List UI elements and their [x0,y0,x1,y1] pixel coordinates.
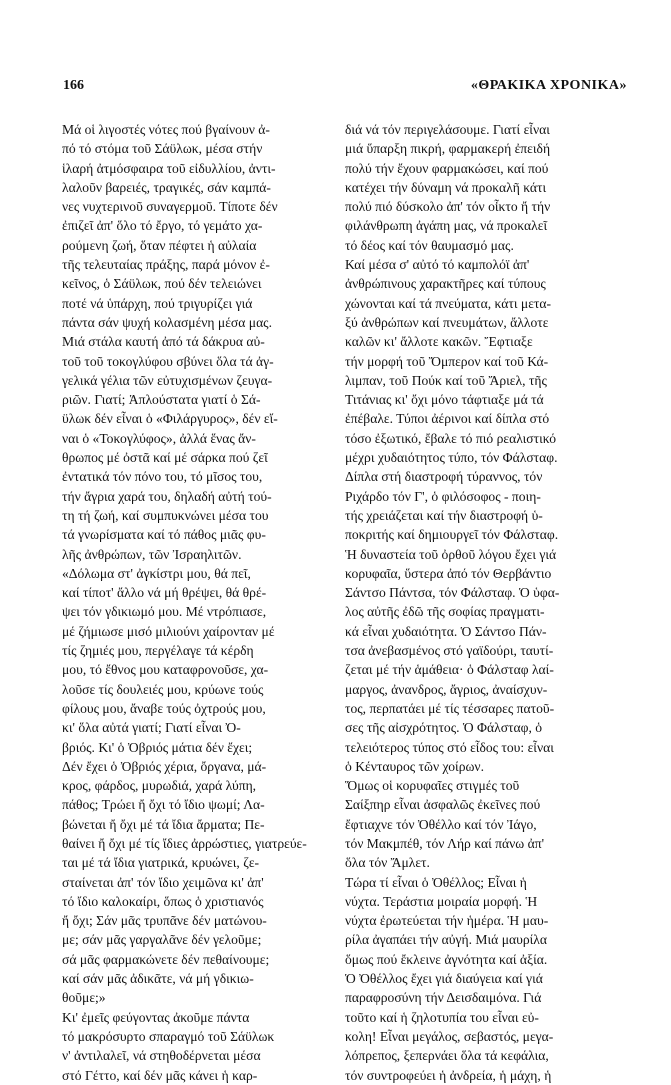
text-line: ὅλα τόν Ἄμλετ. [345,855,430,871]
text-line: τής χρειάζεται καί τήν διαστροφή ὑ- [345,507,543,523]
text-line: ν' ἀντιλαλεῖ, νά στηθοδέρνεται μέσα [62,1048,261,1064]
text-line: φιλάνθρωπη ἀγάπη μας, νά προκαλεῖ [345,218,548,234]
text-line: καλῶν κι' ἄλλοτε κακῶν. Ἔφτιαξε [345,334,533,350]
text-line: μαργος, ἀνανδρος, ἄγριος, ἀναίσχυν- [345,681,548,697]
text-line: Σαίξπηρ εἶναι ἀσφαλῶς ἐκεῖνες πού [345,797,541,813]
text-line: θρωπος μέ ὀστᾶ καί μέ σάρκα πού ζεῖ [62,450,268,466]
text-line: ὅμως πού ἔκλεινε ἀγνότητα καί ἀξία. [345,951,548,967]
text-line: γελικά γέλια τῶν εὐτυχισμένων ζευγα- [62,372,273,388]
text-line: ριῶν. Γιατί; Ἁπλούστατα γιατί ὁ Σά- [62,392,261,408]
text-line: σά μᾶς φαρμακώνετε δέν πεθαίνουμε; [62,951,270,967]
text-line: ἱλαρή ἀτμόσφαιρα τοῦ εἰδυλλίου, ἀντι- [62,160,276,176]
text-line: πάθος; Τρώει ἤ ὄχι τό ἴδιο ψωμί; Λα- [62,797,265,813]
text-line: Καί μέσα σ' αὐτό τό καμπολόϊ ἀπ' [345,257,530,273]
text-line: τόν συντροφεύει ἡ ἀνδρεία, ἡ μάχη, ἡ [345,1067,552,1083]
text-line: λῆς ἀνθρώπων, τῶν Ἰσραηλιτῶν. [62,546,242,562]
text-line: λαλοῦν βαρειές, τραγικές, σάν καμπά- [62,179,271,195]
text-line: ναι ὁ «Τοκογλύφος», ἀλλά ἕνας ἄν- [62,430,256,446]
text-line: τος, περπατάει μέ τίς τέσσαρες πατοῦ- [345,700,555,716]
right-text-column [345,120,619,1085]
text-line: τό μακρόσυρτο σπαραγμό τοῦ Σάϋλωκ [62,1028,275,1044]
text-line: τελειότερος τύπος στό εἶδος του: εἶναι [345,739,554,755]
text-line: τά γνωρίσματα καί τό πάθος μιᾶς φυ- [62,527,266,543]
text-line: καί τίποτ' ἄλλο νά μή θρέψει, θά θρέ- [62,585,267,601]
text-line: Ριχάρδο τόν Γ', ὁ φιλόσοφος - ποιη- [345,488,541,504]
text-line: ξύ ἀνθρώπων καί πνευμάτων, ἄλλοτε [345,314,549,330]
text-line: τοῦτο καί ἡ ζηλοτυπία του εἶναι εὐ- [345,1009,539,1025]
text-line: μέ ζήμιωσε μισό μιλιούνι χαίρονταν μέ [62,623,275,639]
text-line: τήν μορφή τοῦ Ὄμπερον καί τοῦ Κά- [345,353,549,369]
left-text-column [62,120,332,1085]
text-line: με; σάν μᾶς γαργαλᾶνε δέν γελοῦμε; [62,932,262,948]
text-line: λόπρεπος, ξεπερνάει ὅλα τά κεφάλια, [345,1048,549,1064]
text-line: λοῦσε τίς δουλειές μου, κρύωνε τούς [62,681,264,697]
text-line: ρίλα ἀγαπάει τήν αὐγή. Μιά μαυρίλα [345,932,547,948]
text-line: ποκριτής καί δημιουργεῖ τόν Φάλσταφ. [345,527,559,543]
text-line: μου, τό ἔθνος μου καταφρονοῦσε, χα- [62,662,269,678]
text-line: Κι' ἐμεῖς φεύγοντας ἀκοῦμε πάντα [62,1009,250,1025]
text-line: Ὁ Ὀθέλλος ἔχει γιά διαύγεια καί γιά [345,971,543,987]
text-line: τόν Μακμπέθ, τόν Λήρ καί πάνω ἀπ' [345,835,545,851]
text-line: τήν ἄγρια χαρά του, δηλαδή αὐτή τού- [62,488,272,504]
text-line: ἐντατικά τόν πόνο του, τό μῖσος του, [62,469,263,485]
text-line: Ἡ δυναστεία τοῦ ὀρθοῦ λόγου ἔχει γιά [345,546,557,562]
text-line: βριός. Κι' ὁ Ὀβριός μάτια δέν ἔχει; [62,739,253,755]
page-header [63,78,627,98]
text-line: τσα ἀνεβασμένος στό γαϊδούρι, ταυτί- [345,643,554,659]
text-line: νύχτα ἐρωτεύεται τήν ἡμέρα. Ἡ μαυ- [345,913,549,929]
text-line: Δέν ἔχει ὁ Ὀβριός χέρια, ὄργανα, μά- [62,758,267,774]
text-line: τῆς τελευταίας πράξης, παρά μόνον ἐ- [62,257,270,273]
text-line: κολη! Εἶναι μεγάλος, σεβαστός, μεγα- [345,1028,554,1044]
text-line: ποτέ νά ὑπάρχη, πού τριγυρίζει γιά [62,295,253,311]
text-line: κά εἶναι χυδαιότητα. Ὁ Σάντσο Πάν- [345,623,547,639]
text-line: ρούμενη ζωή, ὅταν πέφτει ἡ αὐλαία [62,237,257,253]
text-line: ἔφτιαχνε τόν Ὀθέλλο καί τόν Ἰάγο, [345,816,537,832]
text-line: Σάντσο Πάντσα, τόν Φάλσταφ. Ὁ ὑφα- [345,585,560,601]
text-line: «Δόλωμα στ' ἀγκίστρι μου, θά πεῖ, [62,565,251,581]
text-line: Μά οἱ λιγοστές νότες πού βγαίνουν ἀ- [62,122,270,137]
text-line: κρος, φάρδος, μυρωδιά, χαρά λύπη, [62,778,257,794]
text-line: ἤ ὄχι; Σάν μᾶς τρυπᾶνε δέν ματώνου- [62,913,267,929]
text-line: νύχτα. Τεράστια μοιραία μορφή. Ἡ [345,893,538,909]
text-line: νες νυχτερινοῦ συναγερμοῦ. Τίποτε δέν [62,199,278,215]
text-line: κορυφαῖα, ὕστερα ἀπό τόν Θερβάντιο [345,565,552,581]
text-line: πό τό στόμα τοῦ Σάϋλωκ, μέσα στήν [62,141,263,157]
text-line: πολύ τήν ἔχουν φαρμακώσει, καί πού [345,160,549,176]
running-title: «ΘΡΑΚΙΚΑ ΧΡΟΝΙΚΑ» [470,78,627,93]
text-line: θαίνει ἤ ὄχι μέ τίς ἴδιες ἀρρώστιες, γιατρεύε- [62,835,307,851]
text-line: τόσο ἐξωτικό, ἔβαλε τό πιό ρεαλιστικό [345,430,557,446]
page-number: 166 [63,78,84,93]
text-line: ϋλωκ δέν εἶναι ὁ «Φιλάργυρος», δέν εἴ- [62,411,278,427]
text-line: ἐπιζεῖ ἀπ' ὅλο τό ἔργο, τό γεμάτο χα- [62,218,263,234]
text-line: στό Γέττο, καί δέν μᾶς κάνει ἡ καρ- [62,1067,258,1083]
text-line: Τώρα τί εἶναι ὁ Ὀθέλλος; Εἶναι ἡ [345,874,527,890]
text-line: πάντα σάν ψυχή κολασμένη μέσα μας. [62,314,272,330]
text-line: κατέχει τήν δύναμη νά προκαλῆ κάτι [345,179,547,195]
text-line: Ὅμως οἱ κορυφαῖες στιγμές τοῦ [345,778,520,794]
text-line: μιά ὕπαρξη πικρή, φαρμακερή ἐπειδή [345,141,551,157]
text-line: τη τή ζωή, καί συμπυκνώνει μέσα του [62,507,269,523]
text-line: ἐπέβαλε. Τύποι ἀέρινοι καί δίπλα στό [345,411,550,427]
text-line: λιμπαν, τοῦ Πούκ καί τοῦ Ἄριελ, τῆς [345,372,547,388]
text-line: μέχρι χυδαιότητος τύπο, τόν Φάλσταφ. [345,450,558,466]
text-line: ται μέ τά ἴδια γιατρικά, κρυώνει, ζε- [62,855,260,871]
text-line: ὁ Κένταυρος τῶν χοίρων. [345,758,484,774]
text-line: τό ἴδιο καλοκαίρι, ὅπως ὁ χριστιανός [62,893,264,909]
text-line: θοῦμε;» [62,990,106,1006]
text-line: πολύ πιό δύσκολο ἀπ' τόν οἶκτο ἤ τήν [345,199,551,215]
text-line: λος αὐτῆς ἐδῶ τῆς σοφίας πραγματι- [345,604,545,620]
text-line: τίς ζημιές μου, περγέλαγε τά κέρδη [62,643,254,659]
text-line: διά νά τόν περιγελάσουμε. Γιατί εἶναι [345,122,550,137]
text-line: Μιά στάλα καυτή ἀπό τά δάκρυα αὐ- [62,334,265,350]
text-line: ψει τόν γδικιωμό μου. Μέ ντρόπιασε, [62,604,267,620]
text-line: ζεται μέ τήν ἁμάθεια· ὁ Φάλσταφ λαί- [345,662,554,678]
text-line: βώνεται ἤ ὄχι μέ τά ἴδια ἄρματα; Πε- [62,816,265,832]
text-line: κεῖνος, ὁ Σάϋλωκ, πού δέν τελειώνει [62,276,262,292]
text-line: φίλους μου, ἄναβε τούς ὀχτρούς μου, [62,700,266,716]
text-line: παραφροσύνη τήν Δεισδαιμόνα. Γιά [345,990,542,1006]
text-line: τό δέος καί τόν θαυμασμό μας. [345,237,514,253]
text-line: Δίπλα στή διαστροφή τύραννος, τόν [345,469,543,485]
text-line: τοῦ τοῦ τοκογλύφου σβύνει ὅλα τά ἀγ- [62,353,274,369]
text-line: χώνονται καί τά πνεύματα, κάτι μετα- [345,295,552,311]
text-line: κι' ὅλα αὐτά γιατί; Γιατί εἶναι Ὀ- [62,720,241,736]
text-line: Τιτάνιας κι' ὄχι μόνο τάφτιαξε μά τά [345,392,544,408]
text-line: ἀνθρώπινους χαρακτῆρες καί τύπους [345,276,546,292]
text-line: καί σάν μᾶς ἀδικᾶτε, νά μή γδικιω- [62,971,254,987]
text-line: σες τῆς αἰσχρότητος. Ὁ Φάλσταφ, ὁ [345,720,543,736]
text-line: σταίνεται ἀπ' τόν ἴδιο χειμῶνα κι' ἀπ' [62,874,264,890]
